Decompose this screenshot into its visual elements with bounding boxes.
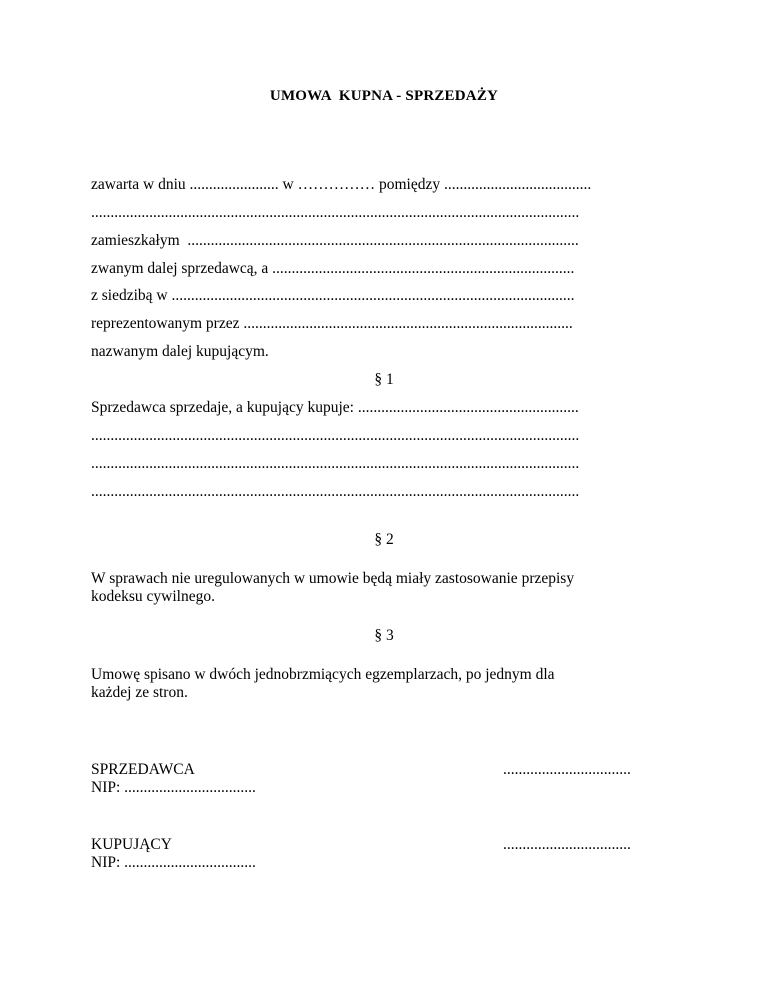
- buyer-label: KUPUJĄCY: [91, 836, 172, 853]
- section-1-line: ..............................................................................................................................: [91, 483, 580, 500]
- section-1-line: ..............................................................................................................................: [91, 455, 580, 472]
- section-3-text: Umowę spisano w dwóch jednobrzmiących egzemplarzach, po jednym dla: [91, 666, 555, 683]
- section-2-text: W sprawach nie uregulowanych w umowie będą miały zastosowanie przepisy: [91, 570, 575, 587]
- contract-date-line: zawarta w dniu ....................... w …………… pomiędzy ......................................: [91, 176, 592, 193]
- residence-line: zamieszkałym .....................................................................................................: [91, 232, 579, 249]
- seller-line: zwanym dalej sprzedawcą, a ..............................................................................: [91, 260, 575, 277]
- buyer-nip: NIP: ..................................: [91, 854, 256, 871]
- representative-line: reprezentowanym przez .....................................................................................: [91, 315, 573, 332]
- blank-line: ..............................................................................................................................: [91, 204, 580, 221]
- section-2-heading: § 2: [374, 531, 394, 548]
- seller-nip: NIP: ..................................: [91, 779, 256, 796]
- document-title: UMOWA KUPNA - SPRZEDAŻY: [269, 88, 499, 104]
- buyer-signature-line: .................................: [503, 836, 631, 853]
- section-2-text: kodeksu cywilnego.: [91, 588, 215, 605]
- seller-signature-line: .................................: [503, 761, 631, 778]
- section-1-line: ..............................................................................................................................: [91, 427, 580, 444]
- section-1-line: Sprzedawca sprzedaje, a kupujący kupuje: .........................................................: [91, 399, 579, 416]
- section-3-text: każdej ze stron.: [91, 684, 188, 701]
- seller-label: SPRZEDAWCA: [91, 761, 195, 778]
- section-3-heading: § 3: [374, 627, 394, 644]
- headquarters-line: z siedzibą w ........................................................................................................: [91, 287, 575, 304]
- section-1-heading: § 1: [374, 371, 394, 388]
- buyer-line: nazwanym dalej kupującym.: [91, 343, 269, 360]
